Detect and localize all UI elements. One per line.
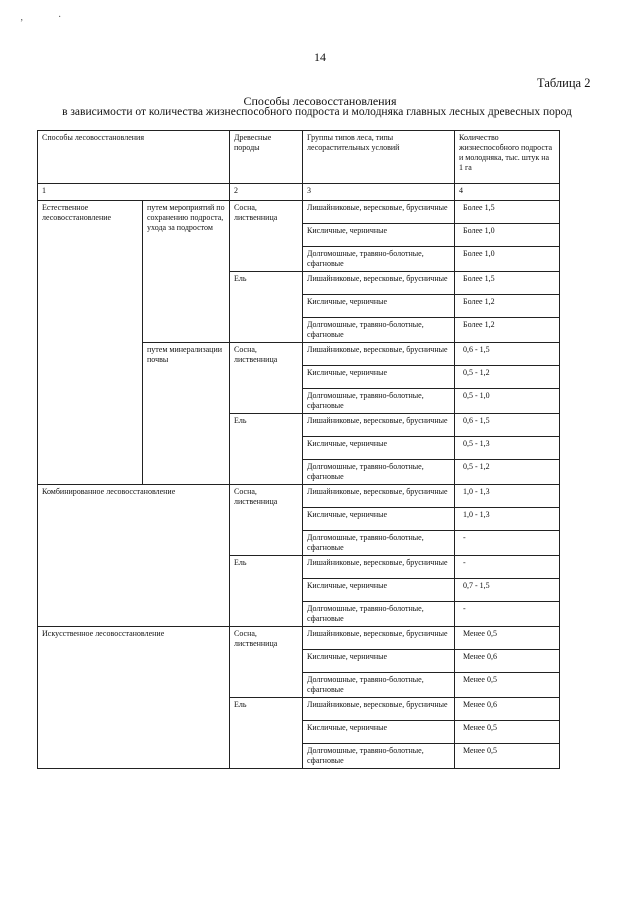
quantity-cell: 1,0 - 1,3 bbox=[455, 485, 560, 508]
submethod-cell: путем минерализации почвы bbox=[143, 343, 230, 485]
quantity-cell: 0,7 - 1,5 bbox=[455, 579, 560, 602]
submethod-cell: путем мероприятий по сохранению подроста, ухода за подростом bbox=[143, 201, 230, 343]
column-number-row bbox=[38, 184, 560, 201]
quantity-cell: 0,5 - 1,0 bbox=[455, 389, 560, 414]
quantity-cell: 0,5 - 1,3 bbox=[455, 437, 560, 460]
table-row bbox=[38, 627, 560, 650]
forest-group-cell: Лишайниковые, вересковые, брусничные bbox=[303, 627, 455, 650]
quantity-cell: - bbox=[455, 531, 560, 556]
forest-group-cell: Кисличные, черничные bbox=[303, 650, 455, 673]
quantity-cell: - bbox=[455, 602, 560, 627]
quantity-cell: Более 1,0 bbox=[455, 247, 560, 272]
table-subtitle: в зависимости от количества жизнеспособного подроста и молодняка главных лесных древесных пород bbox=[62, 106, 572, 118]
species-cell: Сосна, лиственница bbox=[230, 485, 303, 556]
quantity-cell: Менее 0,6 bbox=[455, 650, 560, 673]
quantity-cell: Более 1,5 bbox=[455, 201, 560, 224]
quantity-cell: Менее 0,5 bbox=[455, 673, 560, 698]
forest-group-cell: Долгомошные, травяно-болотные, сфагновые bbox=[303, 460, 455, 485]
table-row bbox=[38, 201, 560, 224]
quantity-cell: - bbox=[455, 556, 560, 579]
quantity-cell: Менее 0,5 bbox=[455, 744, 560, 769]
forest-group-cell: Лишайниковые, вересковые, брусничные bbox=[303, 414, 455, 437]
quantity-cell: Более 1,0 bbox=[455, 224, 560, 247]
column-number: 4 bbox=[455, 184, 560, 201]
header-species: Древесные породы bbox=[230, 131, 303, 184]
forest-group-cell: Долгомошные, травяно-болотные, сфагновые bbox=[303, 673, 455, 698]
quantity-cell: Более 1,5 bbox=[455, 272, 560, 295]
quantity-cell: 0,5 - 1,2 bbox=[455, 460, 560, 485]
species-cell: Сосна, лиственница bbox=[230, 201, 303, 272]
forest-group-cell: Долгомошные, травяно-болотные, сфагновые bbox=[303, 318, 455, 343]
species-cell: Ель bbox=[230, 698, 303, 769]
quantity-cell: Менее 0,5 bbox=[455, 627, 560, 650]
header-quantity: Количество жизнеспособного подроста и молодняка, тыс. штук на 1 га bbox=[455, 131, 560, 184]
scan-mark: ‚ bbox=[20, 12, 24, 23]
quantity-cell: Менее 0,5 bbox=[455, 721, 560, 744]
scan-mark: · bbox=[58, 12, 62, 23]
forest-group-cell: Кисличные, черничные bbox=[303, 437, 455, 460]
column-number: 3 bbox=[303, 184, 455, 201]
column-number: 2 bbox=[230, 184, 303, 201]
species-cell: Ель bbox=[230, 556, 303, 627]
forest-group-cell: Лишайниковые, вересковые, брусничные bbox=[303, 698, 455, 721]
method-cell: Естественное лесовосстановление bbox=[38, 201, 143, 485]
table-label: Таблица 2 bbox=[537, 76, 591, 90]
forest-group-cell: Лишайниковые, вересковые, брусничные bbox=[303, 201, 455, 224]
species-cell: Сосна, лиственница bbox=[230, 627, 303, 698]
forest-group-cell: Лишайниковые, вересковые, брусничные bbox=[303, 556, 455, 579]
table-body bbox=[38, 201, 560, 769]
header-forest-groups: Группы типов леса, типы лесорастительных условий bbox=[303, 131, 455, 184]
species-cell: Сосна, лиственница bbox=[230, 343, 303, 414]
method-cell: Комбинированное лесовосстановление bbox=[38, 485, 230, 627]
forest-group-cell: Кисличные, черничные bbox=[303, 508, 455, 531]
forest-group-cell: Долгомошные, травяно-болотные, сфагновые bbox=[303, 744, 455, 769]
forest-group-cell: Лишайниковые, вересковые, брусничные bbox=[303, 272, 455, 295]
table-row bbox=[38, 485, 560, 508]
quantity-cell: Менее 0,6 bbox=[455, 698, 560, 721]
quantity-cell: 1,0 - 1,3 bbox=[455, 508, 560, 531]
forest-group-cell: Долгомошные, травяно-болотные, сфагновые bbox=[303, 531, 455, 556]
column-number: 1 bbox=[38, 184, 230, 201]
forest-group-cell: Долгомошные, травяно-болотные, сфагновые bbox=[303, 602, 455, 627]
table-title: Способы лесовосстановления bbox=[243, 94, 397, 108]
forest-group-cell: Кисличные, черничные bbox=[303, 721, 455, 744]
forest-group-cell: Кисличные, черничные bbox=[303, 579, 455, 602]
forest-group-cell: Кисличные, черничные bbox=[303, 224, 455, 247]
header-method: Способы лесовосстановления bbox=[38, 131, 230, 184]
method-cell: Искусственное лесовосстановление bbox=[38, 627, 230, 769]
forest-group-cell: Кисличные, черничные bbox=[303, 295, 455, 318]
species-cell: Ель bbox=[230, 272, 303, 343]
quantity-cell: 0,6 - 1,5 bbox=[455, 343, 560, 366]
species-cell: Ель bbox=[230, 414, 303, 485]
forest-group-cell: Кисличные, черничные bbox=[303, 366, 455, 389]
forest-group-cell: Лишайниковые, вересковые, брусничные bbox=[303, 343, 455, 366]
quantity-cell: 0,5 - 1,2 bbox=[455, 366, 560, 389]
quantity-cell: 0,6 - 1,5 bbox=[455, 414, 560, 437]
quantity-cell: Более 1,2 bbox=[455, 295, 560, 318]
quantity-cell: Более 1,2 bbox=[455, 318, 560, 343]
reforestation-table bbox=[37, 130, 560, 769]
page-number: 14 bbox=[314, 50, 326, 64]
forest-group-cell: Долгомошные, травяно-болотные, сфагновые bbox=[303, 247, 455, 272]
forest-group-cell: Лишайниковые, вересковые, брусничные bbox=[303, 485, 455, 508]
header-row bbox=[38, 131, 560, 184]
forest-group-cell: Долгомошные, травяно-болотные, сфагновые bbox=[303, 389, 455, 414]
